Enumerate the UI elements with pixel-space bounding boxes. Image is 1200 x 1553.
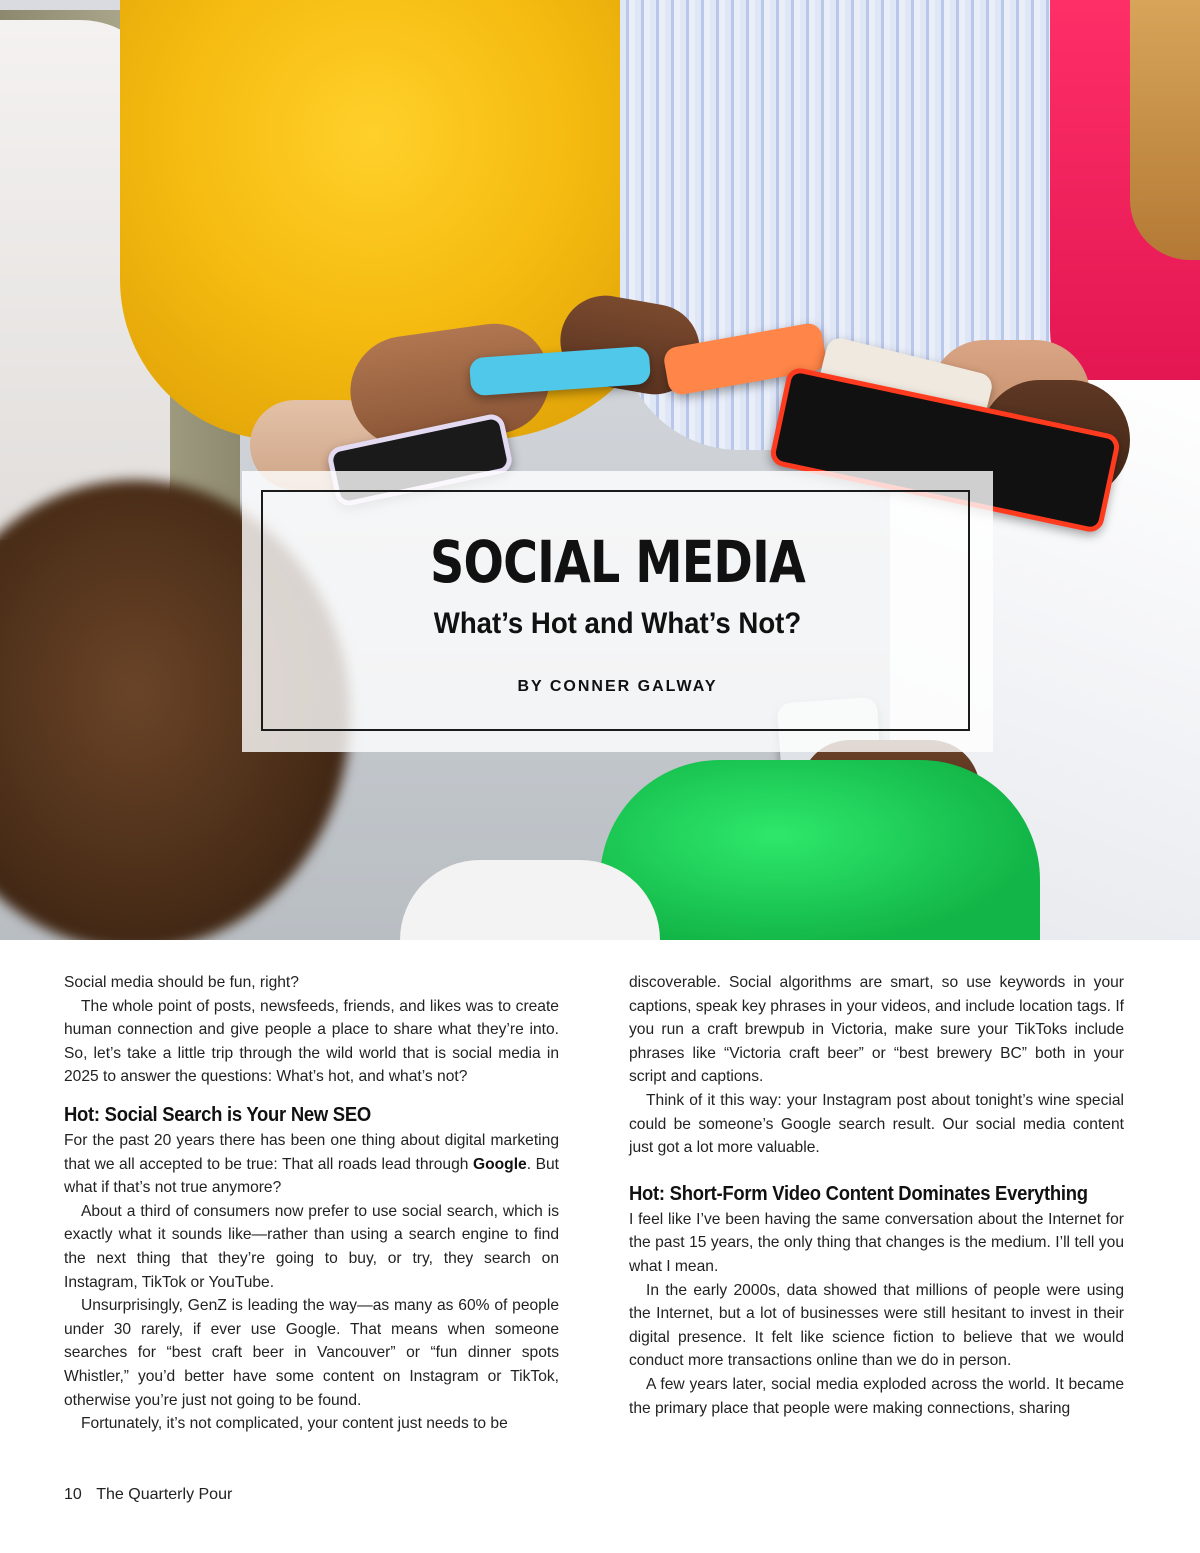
left-column — [64, 971, 559, 1436]
article-subtitle: What’s Hot and What’s Not? — [433, 607, 802, 640]
text-run: . But what if that’s not true anymore? — [64, 1155, 559, 1197]
paragraph: Fortunately, it’s not complicated, your content just needs to be — [81, 1415, 508, 1433]
paragraph: I feel like I’ve been having the same conversation about the Internet for the past 15 years, the only thing that changes is the medium. I’ll tell you what I mean. — [629, 1210, 1124, 1275]
title-panel — [242, 471, 993, 752]
photo-hair — [1130, 0, 1200, 260]
paragraph: Unsurprisingly, GenZ is leading the way—as many as 60% of people under 30 rarely, if ever use Google. That means when someone searches for “best craft beer in Vancouver” or “fun dinner spots Whistler,” you’d better have some content on Instagram or TikTok, otherwise you’re just not going to be found. — [64, 1297, 559, 1409]
photo-white-shirt — [400, 860, 660, 940]
publication-name: The Quarterly Pour — [96, 1486, 233, 1503]
page-number: 10 — [64, 1486, 82, 1503]
paragraph — [64, 1129, 559, 1200]
paragraph: A few years later, social media exploded across the world. It became the primary place that people were making connections, sharing — [629, 1375, 1124, 1417]
article-title: SOCIAL MEDIA — [430, 528, 805, 596]
text-run: For the past 20 years there has been one thing about digital marketing that we all accepted to be true: That all roads lead through — [64, 1131, 559, 1173]
section-heading: Hot: Short-Form Video Content Dominates Everything — [629, 1181, 1088, 1205]
paragraph: In the early 2000s, data showed that millions of people were using the Internet, but a lot of businesses were still hesitant to invest in their digital presence. It felt like science fiction to believe that we would conduct more transactions online than we do in person. — [629, 1281, 1124, 1370]
paragraph: The whole point of posts, newsfeeds, friends, and likes was to create human connection and give people a place to share what they’re into. So, let’s take a little trip through the wild world that is social media in 2025 to answer the questions: What’s hot, and what’s not? — [64, 997, 559, 1086]
paragraph: Think of it this way: your Instagram post about tonight’s wine special could be someone’s Google search result. Our social media content just got a lot more valuable. — [629, 1091, 1124, 1157]
paragraph: discoverable. Social algorithms are smart, so use keywords in your captions, speak key phrases in your videos, and include location tags. If you run a craft brewpub in Victoria, make sure your TikToks include phrases like “Victoria craft beer” or “best brewery BC” both in your script and captions. — [629, 974, 1124, 1086]
section-heading: Hot: Social Search is Your New SEO — [64, 1102, 371, 1126]
page-footer — [64, 1486, 232, 1504]
bold-text: Google — [472, 1155, 527, 1173]
paragraph: About a third of consumers now prefer to use social search, which is exactly what it sounds like—rather than using a search engine to find the next thing that they’re going to buy, or try, they search on Instagram, TikTok or YouTube. — [64, 1202, 559, 1291]
article-byline: BY CONNER GALWAY — [517, 678, 718, 695]
paragraph: Social media should be fun, right? — [64, 974, 299, 991]
photo-green-sleeve — [600, 760, 1040, 940]
right-column — [629, 971, 1124, 1420]
